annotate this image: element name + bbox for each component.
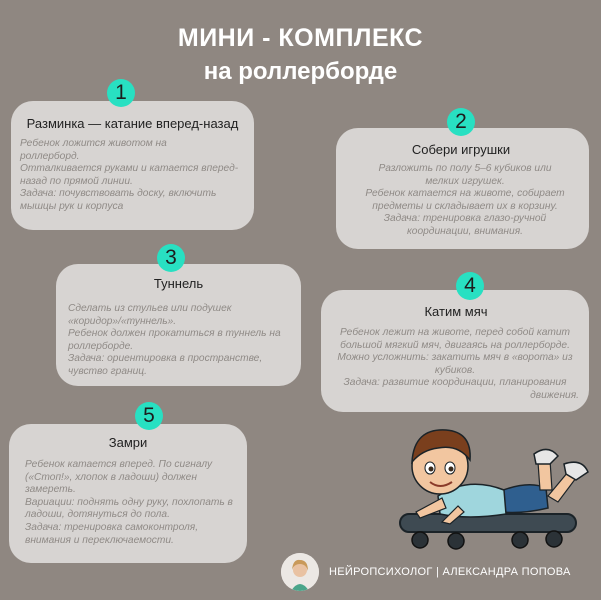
exercise-card-1 xyxy=(11,101,254,230)
description-line: «коридор»/«туннель». xyxy=(68,315,177,327)
author-avatar-icon xyxy=(281,553,319,591)
exercise-card-3 xyxy=(56,264,301,386)
description-line: Ребенок ложится животом на xyxy=(20,138,167,149)
description-line: ладоши, дотянуться до пола. xyxy=(25,509,170,521)
exercise-description xyxy=(354,163,576,239)
exercise-heading: Разминка — катание вперед-назад xyxy=(26,116,239,131)
exercise-card-2 xyxy=(336,128,589,249)
description-line: Можно усложнить: закатить мяч в «ворота» из xyxy=(337,352,573,364)
description-line: Задача: почувствовать доску, включить xyxy=(20,188,217,200)
description-line: Отталкивается руками и катается вперед- xyxy=(20,163,239,175)
description-line: Задача: развитие координации, планирования xyxy=(343,377,567,389)
description-line: кубиков. xyxy=(434,364,476,376)
exercise-description xyxy=(25,459,239,547)
description-line: мышцы рук и корпуса xyxy=(20,200,124,212)
exercise-description xyxy=(68,303,294,379)
number-badge-5: 5 xyxy=(135,402,163,430)
exercise-card-4 xyxy=(321,290,589,412)
description-line: большой мягкий мяч, двигаясь на роллерборде. xyxy=(340,339,570,351)
author-avatar xyxy=(281,553,319,591)
page-title: МИНИ - КОМПЛЕКС xyxy=(177,24,424,52)
description-line: внимания и переключаемости. xyxy=(25,534,174,546)
description-line: Ребенок должен прокатиться в туннель на xyxy=(68,328,281,340)
description-line: Ребенок лежит на животе, перед собой катит xyxy=(339,327,570,338)
exercise-heading: Замри xyxy=(108,435,148,450)
exercise-heading: Катим мяч xyxy=(424,304,488,319)
description-line: роллерборд. xyxy=(20,150,80,162)
description-line: Ребенок катается вперед. По сигналу xyxy=(25,459,213,470)
exercise-heading: Туннель xyxy=(153,276,204,291)
description-line: Задача: ориентировка в пространстве, xyxy=(68,353,263,365)
description-line: предметы и складывает их в корзину. xyxy=(372,200,558,212)
exercise-card-5 xyxy=(9,424,247,563)
description-line: Разложить по полу 5–6 кубиков или xyxy=(378,163,552,174)
description-line: замереть. xyxy=(25,484,76,496)
description-line: роллерборде. xyxy=(68,340,134,352)
description-line: чувство границ. xyxy=(68,365,147,377)
exercise-heading: Собери игрушки xyxy=(411,142,511,157)
author-credit: НЕЙРОПСИХОЛОГ | АЛЕКСАНДРА ПОПОВА xyxy=(329,566,571,578)
description-line: Задача: тренировка самоконтроля, xyxy=(25,521,199,533)
page-subtitle: на роллерборде xyxy=(203,58,398,85)
number-badge-1: 1 xyxy=(107,79,135,107)
description-line: координации, внимания. xyxy=(407,225,523,237)
description-line: Задача: тренировка глазо-ручной xyxy=(383,213,547,225)
description-line: назад по прямой линии. xyxy=(20,175,133,187)
exercise-description xyxy=(20,138,246,214)
exercise-description xyxy=(331,327,579,403)
description-line: Сделать из стульев или подушек xyxy=(68,303,232,314)
number-badge-3: 3 xyxy=(157,244,185,272)
number-badge-2: 2 xyxy=(447,108,475,136)
description-line: мелких игрушек. xyxy=(425,175,505,187)
description-line: Вариации: поднять одну руку, похлопать в xyxy=(25,496,233,508)
number-badge-4: 4 xyxy=(456,272,484,300)
description-line: («Стоп!», хлопок в ладоши) должен xyxy=(25,471,197,483)
description-line: Ребенок катается на животе, собирает xyxy=(365,188,565,200)
boy-on-rollerboard-illustration xyxy=(398,410,596,560)
description-line: движения. xyxy=(530,389,579,401)
